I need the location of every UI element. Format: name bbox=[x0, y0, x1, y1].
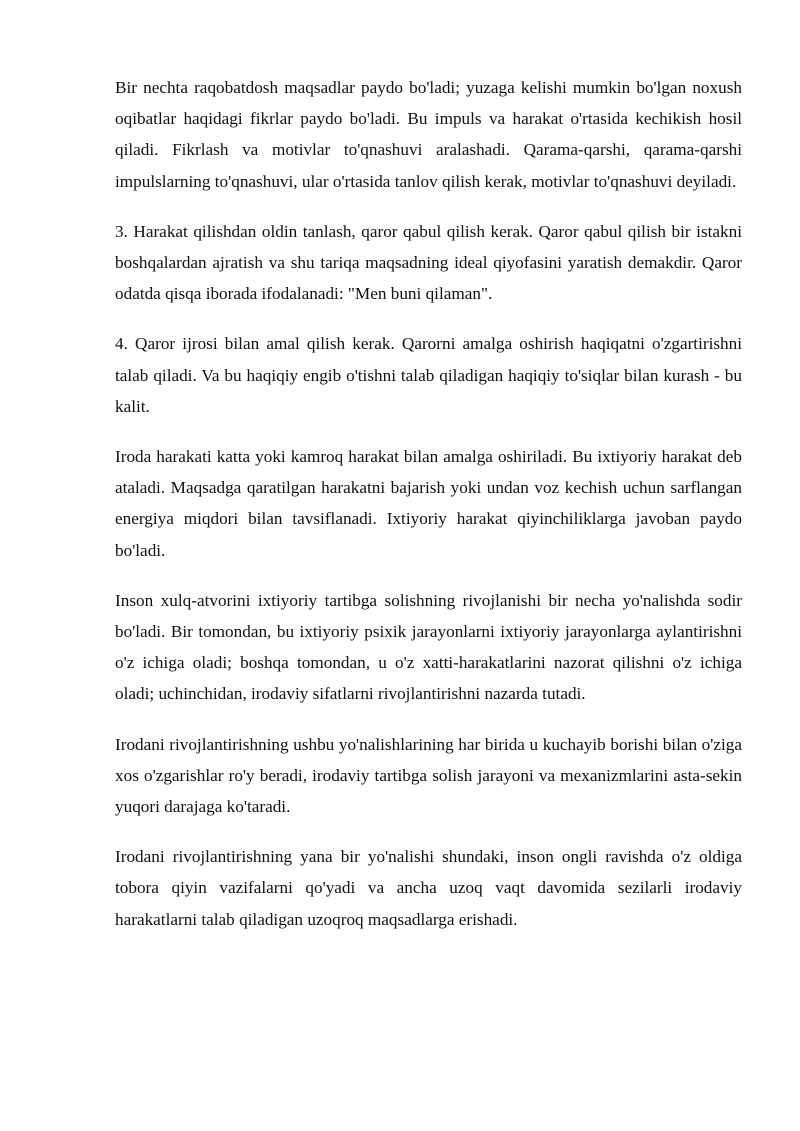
paragraph-5: Inson xulq-atvorini ixtiyoriy tartibga solishning rivojlanishi bir necha yo'nalishda sodir bo'ladi. Bir tomondan, bu ixtiyoriy psixik jarayonlarni ixtiyoriy jarayonlarga aylantirishni o'z ichiga oladi; boshqa tomondan, u o'z xatti-harakatlarini nazorat qilishni o'z ichiga oladi; uchinchidan, irodaviy sifatlarni rivojlantirishni nazarda tutadi. bbox=[115, 590, 742, 704]
paragraph-1: Bir nechta raqobatdosh maqsadlar paydo bo'ladi; yuzaga kelishi mumkin bo'lgan noxush oqibatlar haqidagi fikrlar paydo bo'ladi. Bu impuls va harakat o'rtasida kechikish hosil qiladi. Fikrlash va motivlar to'qnashuvi aralashadi. Qarama-qarshi, qarama-qarshi impulslarning to'qnashuvi, ular o'rtasida tanlov qilish kerak, motivlar to'qnashuvi deyiladi. bbox=[115, 78, 742, 191]
paragraph-4: Iroda harakati katta yoki kamroq harakat bilan amalga oshiriladi. Bu ixtiyoriy harakat deb ataladi. Maqsadga qaratilgan harakatni bajarish yoki undan voz kechish uchun sarflangan energiya miqdori bilan tavsiflanadi. Ixtiyoriy harakat qiyinchiliklarga javoban paydo bo'ladi. bbox=[115, 447, 742, 560]
paragraph-3: 4. Qaror ijrosi bilan amal qilish kerak. Qarorni amalga oshirish haqiqatni o'zgartirishni talab qiladi. Va bu haqiqiy engib o'tishni talab qiladigan haqiqiy to'siqlar bilan kurash - bu kalit. bbox=[115, 334, 742, 416]
paragraph-2: 3. Harakat qilishdan oldin tanlash, qaror qabul qilish kerak. Qaror qabul qilish bir istakni boshqalardan ajratish va shu tariqa maqsadning ideal qiyofasini yaratish demakdir. Qaror odatda qisqa iborada ifodalanadi: "Men buni qilaman". bbox=[115, 221, 742, 304]
paragraph-7: Irodani rivojlantirishning yana bir yo'nalishi shundaki, inson ongli ravishda o'z oldiga tobora qiyin vazifalarni qo'yadi va ancha uzoq vaqt davomida sezilarli irodaviy harakatlarni talab qiladigan uzoqroq maqsadlarga erishadi. bbox=[115, 847, 742, 929]
paragraph-6: Irodani rivojlantirishning ushbu yo'nalishlarining har birida u kuchayib borishi bilan o'ziga xos o'zgarishlar ro'y beradi, irodaviy tartibga solish jarayoni va mexanizmlarini asta-sekin yuqori darajaga ko'taradi. bbox=[115, 734, 742, 817]
